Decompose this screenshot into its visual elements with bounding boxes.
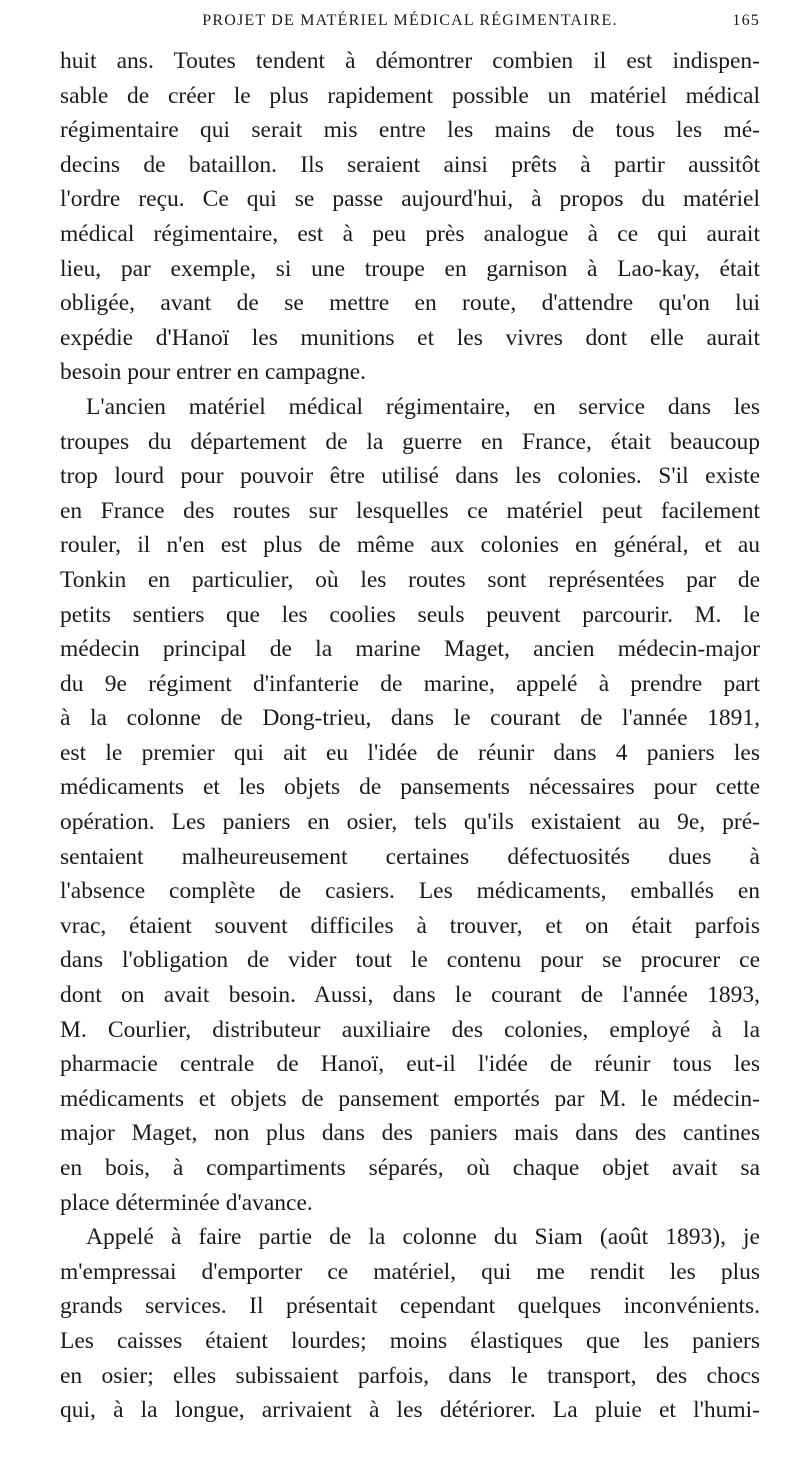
text-line: decins de bataillon. Ils seraient ainsi prêts à partir aussitôt xyxy=(60,151,760,178)
text-line: en osier; elles subissaient parfois, dans le transport, des chocs xyxy=(60,1362,760,1389)
text-line: lieu, par exemple, si une troupe en garnison à Lao-kay, était xyxy=(60,255,760,282)
text-line: Tonkin en particulier, où les routes sont représentées par de xyxy=(60,566,760,593)
text-line: major Maget, non plus dans des paniers mais dans des cantines xyxy=(60,1120,760,1147)
text-line: médecin principal de la marine Maget, ancien médecin-major xyxy=(60,636,760,663)
text-line: en bois, à compartiments séparés, où chaque objet avait sa xyxy=(60,1155,760,1181)
text-line: sentaient malheureusement certaines défectuosités dues à xyxy=(60,843,760,870)
text-line: rouler, il n'en est plus de même aux colonies en général, et au xyxy=(60,532,760,559)
text-line: obligée, avant de se mettre en route, d'attendre qu'on lui xyxy=(60,290,760,317)
text-line: huit ans. Toutes tendent à démontrer combien il est indispen- xyxy=(60,48,760,74)
text-line: M. Courlier, distributeur auxiliaire des colonies, employé à la xyxy=(60,1016,760,1043)
text-line: médicaments et objets de pansement emportés par M. le médecin- xyxy=(60,1085,760,1112)
text-line: pharmacie centrale de Hanoï, eut-il l'idée de réunir tous les xyxy=(60,1051,760,1078)
text-line: petits sentiers que les coolies seuls peuvent parcourir. M. le xyxy=(60,601,760,628)
text-line: grands services. Il présentait cependant quelques inconvénients. xyxy=(60,1293,760,1320)
text-line: m'empressai d'emporter ce matériel, qui me rendit les plus xyxy=(60,1258,760,1285)
text-line: médical régimentaire, est à peu près analogue à ce qui aurait xyxy=(60,220,760,247)
text-line: L'ancien matériel médical régimentaire, en service dans les xyxy=(86,393,760,420)
book-page xyxy=(60,0,760,1428)
text-line: expédie d'Hanoï les munitions et les vivres dont elle aurait xyxy=(60,324,760,351)
text-line: Les caisses étaient lourdes; moins élastiques que les paniers xyxy=(60,1327,760,1354)
text-line: régimentaire qui serait mis entre les mains de tous les mé- xyxy=(60,117,760,144)
text-line: l'ordre reçu. Ce qui se passe aujourd'hui, à propos du matériel xyxy=(60,186,760,213)
text-line: dans l'obligation de vider tout le contenu pour se procurer ce xyxy=(60,947,760,974)
text-line: à la colonne de Dong-trieu, dans le courant de l'année 1891, xyxy=(60,705,760,732)
running-header xyxy=(60,0,760,44)
text-line: médicaments et les objets de pansements nécessaires pour cette xyxy=(60,774,760,801)
text-line: est le premier qui ait eu l'idée de réunir dans 4 paniers les xyxy=(60,739,760,766)
running-title: PROJET DE MATÉRIEL MÉDICAL RÉGIMENTAIRE. xyxy=(202,12,618,29)
text-line: Appelé à faire partie de la colonne du Siam (août 1893), je xyxy=(86,1224,760,1251)
text-line: dont on avait besoin. Aussi, dans le courant de l'année 1893, xyxy=(60,982,760,1009)
text-line: sable de créer le plus rapidement possible un matériel médical xyxy=(60,82,760,109)
text-line: l'absence complète de casiers. Les médicaments, emballés en xyxy=(60,878,760,905)
body-text xyxy=(60,44,760,1428)
text-line: troupes du département de la guerre en France, était beaucoup xyxy=(60,428,760,455)
text-line: qui, à la longue, arrivaient à les détériorer. La pluie et l'humi- xyxy=(60,1397,760,1424)
page-number: 165 xyxy=(732,12,760,29)
text-line: besoin pour entrer en campagne. xyxy=(60,359,367,386)
text-line: trop lourd pour pouvoir être utilisé dans les colonies. S'il existe xyxy=(60,463,760,490)
text-line: en France des routes sur lesquelles ce matériel peut facilement xyxy=(60,497,760,524)
text-line: place déterminée d'avance. xyxy=(60,1189,313,1216)
text-line: vrac, étaient souvent difficiles à trouver, et on était parfois xyxy=(60,912,760,939)
text-line: opération. Les paniers en osier, tels qu'ils existaient au 9e, pré- xyxy=(60,809,760,836)
text-line: du 9e régiment d'infanterie de marine, appelé à prendre part xyxy=(60,670,760,697)
